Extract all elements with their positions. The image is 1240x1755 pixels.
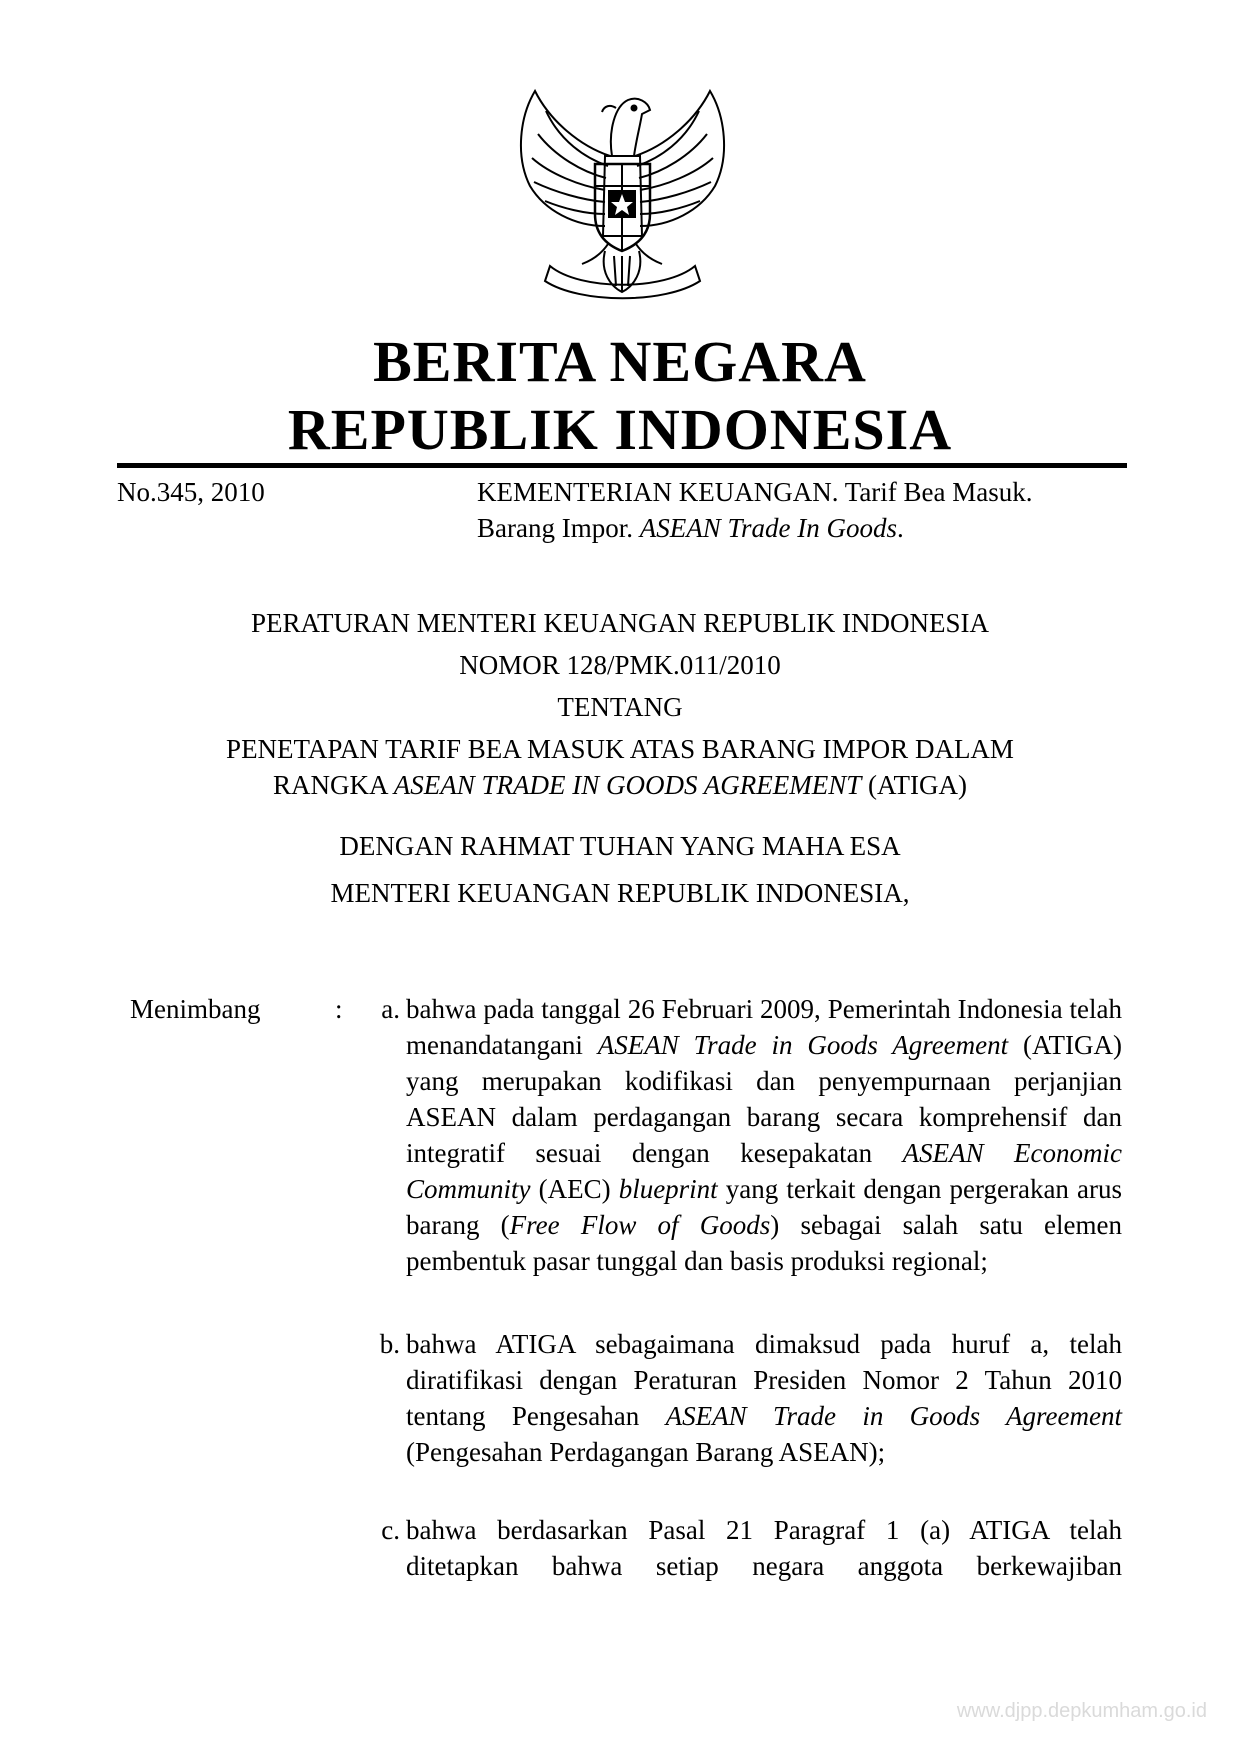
considering-label: Menimbang <box>130 994 261 1024</box>
regulation-about: TENTANG <box>557 692 683 722</box>
garuda-emblem-icon <box>510 86 735 304</box>
item-letter: b. <box>379 1329 400 1359</box>
considering-item-c: bahwa berdasarkan Pasal 21 Paragraf 1 (a) ATIGA telah ditetapkan bahwa setiap negara anggota berkewajiban <box>406 1515 1122 1581</box>
regulation-number: NOMOR 128/PMK.011/2010 <box>459 650 781 680</box>
considering-colon: : <box>335 994 343 1024</box>
minister-heading: MENTERI KEUANGAN REPUBLIK INDONESIA, <box>330 878 910 908</box>
item-letter: c. <box>381 1515 400 1545</box>
header-divider <box>117 463 1127 468</box>
gazette-subject-line1: KEMENTERIAN KEUANGAN. Tarif Bea Masuk. <box>477 477 1033 507</box>
gazette-number: No.345, 2010 <box>117 477 265 507</box>
item-letter: a. <box>381 994 400 1024</box>
regulation-subject-line2: RANGKA ASEAN TRADE IN GOODS AGREEMENT (ATIGA) <box>273 770 967 800</box>
masthead-line2: REPUBLIK INDONESIA <box>287 397 953 462</box>
regulation-subject-line1: PENETAPAN TARIF BEA MASUK ATAS BARANG IMPOR DALAM <box>226 734 1014 764</box>
considering-item-a: bahwa pada tanggal 26 Februari 2009, Pemerintah Indonesia telah menandatangani ASEAN Trade in Goods Agreement (ATIGA) yang merupakan kodifikasi dan penyempurnaan perjanjian ASEAN dalam perdagangan barang secara komprehensif dan integratif sesuai dengan kesepakatan ASEAN Economic Community (AEC) blueprint yang terkait dengan pergerakan arus barang (Free Flow of Goods) sebagai salah satu elemen pembentuk pasar tunggal dan basis produksi regional; <box>406 994 1123 1276</box>
masthead-line1: BERITA NEGARA <box>373 329 867 394</box>
watermark-url: www.djpp.depkumham.go.id <box>956 1700 1207 1722</box>
gazette-subject-line2: Barang Impor. ASEAN Trade In Goods. <box>477 513 904 543</box>
invocation: DENGAN RAHMAT TUHAN YANG MAHA ESA <box>339 831 901 861</box>
regulation-title: PERATURAN MENTERI KEUANGAN REPUBLIK INDONESIA <box>251 608 989 638</box>
considering-item-b: bahwa ATIGA sebagaimana dimaksud pada huruf a, telah diratifikasi dengan Peraturan Presiden Nomor 2 Tahun 2010 tentang Pengesahan ASEAN Trade in Goods Agreement (Pengesahan Perdagangan Barang ASEAN); <box>406 1329 1122 1467</box>
